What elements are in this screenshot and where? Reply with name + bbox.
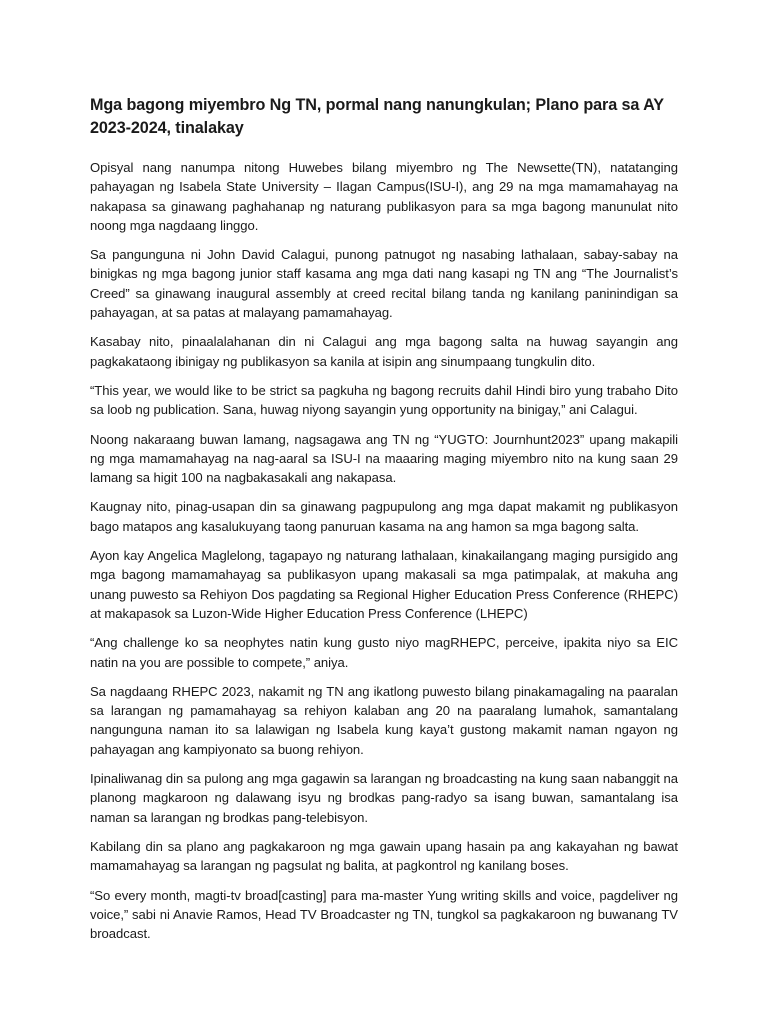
article-paragraph: Ayon kay Angelica Maglelong, tagapayo ng naturang lathalaan, kinakailangang maging pursigido ang mga bagong mamamahayag sa publikasyon upang makasali sa mga patimpalak, at makuha ang unang puwesto sa Rehiyon Dos pagdating sa Regional Higher Education Press Conference (RHEPC) at makapasok sa Luzon-Wide Higher Education Press Conference (LHEPC) [90, 548, 678, 621]
article-paragraph: Sa pangunguna ni John David Calagui, punong patnugot ng nasabing lathalaan, sabay-sabay na binigkas ng mga bagong junior staff kasama ang mga dati nang kasapi ng TN ang “The Journalist’s Creed” sa ginawang inaugural assembly at creed recital bilang tanda ng kanilang paninindigan sa pahayagan, at sa patas at malayang pamamahayag. [90, 247, 678, 321]
article-paragraph: “This year, we would like to be strict sa pagkuha ng bagong recruits dahil Hindi biro yung trabaho Dito sa loob ng publication. Sana, huwag niyong sayangin yung opportunity na binigay,” ani Calagui. [90, 382, 678, 418]
article-paragraph: “So every month, magti-tv broad[casting] para ma-master Yung writing skills and voice, pagdeliver ng voice,” sabi ni Anavie Ramos, Head TV Broadcaster ng TN, tungkol sa pagkakaroon ng buwanang TV broadcast. [90, 887, 678, 942]
article-paragraph: Kaugnay nito, pinag-usapan din sa ginawang pagpupulong ang mga dapat makamit ng publikasyon bago matapos ang kasalukuyang taong panuruan kasama na ang hamon sa mga bagong salta. [90, 499, 678, 534]
article-paragraph: Ipinaliwanag din sa pulong ang mga gagawin sa larangan ng broadcasting na kung saan nabanggit na planong magkaroon ng dalawang isyu ng brodkas pang-radyo sa isang buwan, samantalang isa naman sa larangan ng brodkas pang-telebisyon. [90, 771, 678, 825]
article-paragraph: “Ang challenge ko sa neophytes natin kung gusto niyo magRHEPC, perceive, ipakita niyo sa EIC natin na you are possible to compete,” aniya. [90, 635, 678, 670]
article-paragraph: Noong nakaraang buwan lamang, nagsagawa ang TN ng “YUGTO: Journhunt2023” upang makapili ng mga mamamahayag na nag-aaral sa ISU-I na maaaring maging miyembro nito na kung saan 29 lamang sa higit 100 na nagbakasakali ang nakapasa. [90, 431, 678, 486]
article-paragraph: Opisyal nang nanumpa nitong Huwebes bilang miyembro ng The Newsette(TN), natatanging pahayagan ng Isabela State University – Ilagan Campus(ISU-I), ang 29 na mga mamamahayag na nakapasa sa ginawang paghahanap ng naturang publikasyon para sa mga bagong manunulat nito noong mga nagdaang linggo. [90, 160, 678, 233]
article-title: Mga bagong miyembro Ng TN, pormal nang nanungkulan; Plano para sa AY 2023-2024, tinalakay [90, 96, 664, 137]
article-paragraph: Kasabay nito, pinaalalahanan din ni Calagui ang mga bagong salta na huwag sayangin ang pagkakataong ibinigay ng publikasyon sa kanila at isipin ang sinumpaang tungkulin dito. [90, 334, 678, 369]
article-paragraph: Sa nagdaang RHEPC 2023, nakamit ng TN ang ikatlong puwesto bilang pinakamagaling na paaralan sa larangan ng pamamahayag sa rehiyon kalaban ang 20 na paaralang lumahok, samantalang nangunguna naman ito sa lalawigan ng Isabela kung kaya’t gustong makamit naman ngayon ng pahayagan ang kampiyonato sa buong rehiyon. [90, 683, 678, 757]
article-paragraph: Kabilang din sa plano ang pagkakaroon ng mga gawain upang hasain pa ang kakayahan ng bawat mamamahayag sa larangan ng pagsulat ng balita, at pagkontrol ng kanilang boses. [90, 838, 678, 874]
